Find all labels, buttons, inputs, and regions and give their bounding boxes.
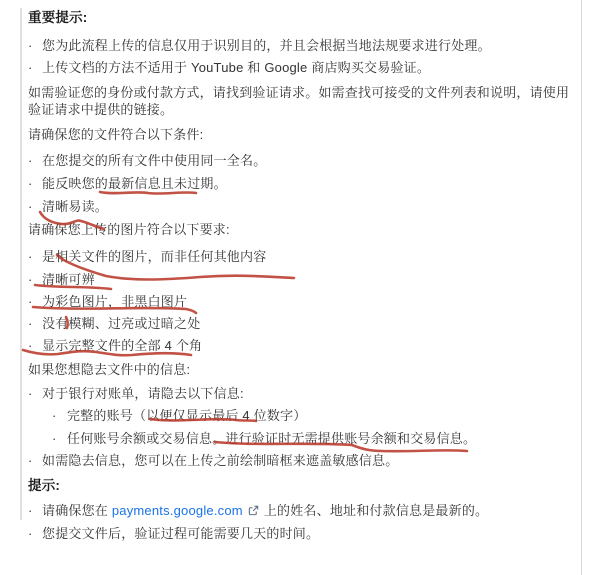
- tip-suffix: 上的姓名、地址和付款信息是最新的。: [263, 503, 489, 518]
- list-item-upload-purpose: [28, 36, 491, 55]
- list-item-relevant-image: [28, 247, 266, 266]
- bullet-dot: ·: [28, 453, 33, 468]
- bullet-dot: ·: [28, 338, 33, 353]
- list-item-processing-time: [28, 524, 319, 543]
- tip-prefix: 请确保您在: [42, 503, 109, 518]
- bullet-dot: ·: [28, 316, 33, 331]
- verify-paragraph-line1: 如需验证您的身份或付款方式，请找到验证请求。如需查找可接受的文件列表和说明，请使用: [28, 85, 570, 100]
- important-heading: 重要提示:: [28, 10, 88, 25]
- bullet-dot: ·: [28, 249, 33, 264]
- list-item-text: 如需隐去信息，您可以在上传之前绘制暗框来遮盖敏感信息。: [42, 453, 399, 468]
- list-item-no-balance: [52, 429, 476, 448]
- bullet-dot: ·: [28, 294, 33, 309]
- file-conditions-intro: 请确保您的文件符合以下条件:: [28, 127, 204, 142]
- list-item-same-name: [28, 151, 266, 170]
- list-item-text: 没有模糊、过亮或过暗之处: [42, 316, 201, 331]
- bullet-dot: ·: [52, 431, 57, 446]
- bullet-dot: ·: [28, 503, 33, 518]
- verify-paragraph-line2: 验证请求中提供的链接。: [28, 102, 174, 117]
- list-item-redact-note: [28, 451, 398, 470]
- list-item-color-image: [28, 292, 187, 311]
- list-item-text: 完整的账号（以便仅显示最后 4 位数字）: [67, 408, 307, 423]
- bullet-dot: ·: [28, 38, 33, 53]
- redact-intro: 如果您想隐去文件中的信息:: [28, 362, 191, 377]
- list-item-payments-tip: [28, 501, 488, 520]
- list-item-text: 对于银行对账单，请隐去以下信息:: [42, 386, 244, 401]
- tips-heading: 提示:: [28, 478, 61, 493]
- list-item-full-account: [52, 406, 306, 425]
- list-item-latest-info: [28, 174, 227, 193]
- list-item-text: 任何账号余额或交易信息。进行验证时无需提供账号余额和交易信息。: [67, 431, 477, 446]
- bullet-dot: ·: [28, 199, 33, 214]
- left-page-edge-divider: [20, 8, 22, 520]
- list-item-text: 显示完整文件的全部 4 个角: [42, 338, 203, 353]
- bullet-dot: ·: [28, 272, 33, 287]
- list-item-clear: [28, 270, 95, 289]
- list-item-text: 上传文档的方法不适用于 YouTube 和 Google 商店购买交易验证。: [42, 60, 431, 75]
- bullet-dot: ·: [28, 60, 33, 75]
- list-item-no-blur: [28, 314, 200, 333]
- list-item-text: 您提交文件后，验证过程可能需要几天的时间。: [42, 526, 320, 541]
- list-item-not-applicable: [28, 58, 430, 77]
- right-page-edge-divider: [581, 0, 582, 575]
- bullet-dot: ·: [28, 153, 33, 168]
- list-item-text: 能反映您的最新信息且未过期。: [42, 176, 227, 191]
- list-item-four-corners: [28, 336, 202, 355]
- list-item-legible: [28, 197, 108, 216]
- external-link-icon: [248, 502, 259, 521]
- payments-link[interactable]: payments.google.com: [111, 503, 243, 518]
- list-item-text: 在您提交的所有文件中使用同一全名。: [42, 153, 267, 168]
- bullet-dot: ·: [28, 386, 33, 401]
- list-item-text: 您为此流程上传的信息仅用于识别目的，并且会根据当地法规要求进行处理。: [42, 38, 491, 53]
- bullet-dot: ·: [28, 526, 33, 541]
- list-item-text: 是相关文件的图片，而非任何其他内容: [42, 249, 267, 264]
- list-item-text: 为彩色图片，非黑白图片: [42, 294, 188, 309]
- list-item-bank-statement: [28, 384, 244, 403]
- image-requirements-intro: 请确保您上传的图片符合以下要求:: [28, 222, 230, 237]
- list-item-text: 清晰易读。: [42, 199, 109, 214]
- bullet-dot: ·: [52, 408, 57, 423]
- list-item-text: 清晰可辨: [42, 272, 95, 287]
- bullet-dot: ·: [28, 176, 33, 191]
